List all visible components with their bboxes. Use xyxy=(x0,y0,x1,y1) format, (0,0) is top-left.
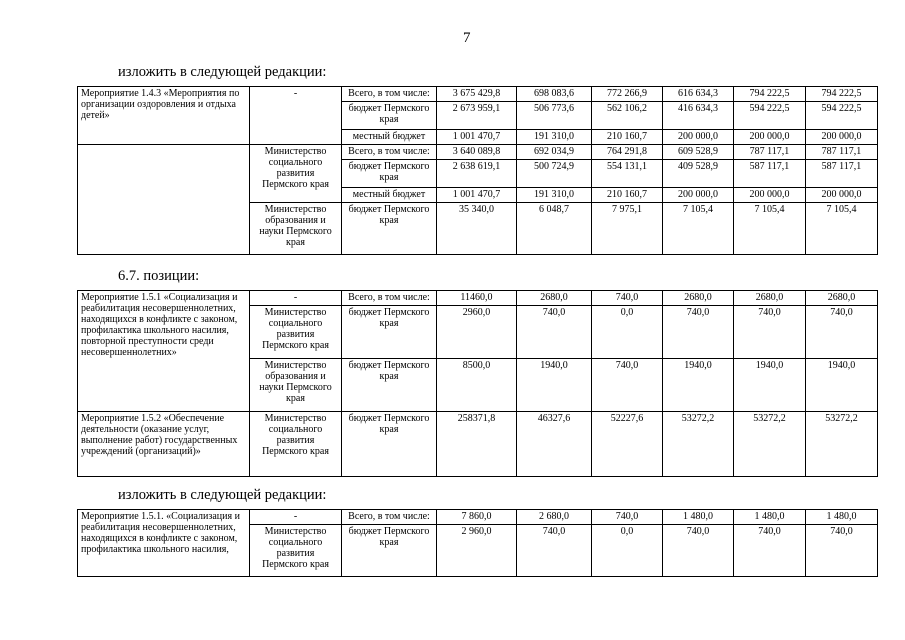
value-cell: 1940,0 xyxy=(806,359,878,412)
value-cell: 210 160,7 xyxy=(592,130,663,145)
heading-new-edition-1: изложить в следующей редакции: xyxy=(118,64,327,80)
value-cell: 740,0 xyxy=(592,359,663,412)
executor-dash: - xyxy=(250,291,342,306)
value-cell: 2 673 959,1 xyxy=(437,102,517,130)
event-name: Мероприятие 1.5.2 «Обеспечение деятельности (оказание услуг, выполнение работ) государственных учреждений (организаций)» xyxy=(78,412,250,477)
event-name: Мероприятие 1.4.3 «Мероприятия по организации оздоровления и отдыха детей» xyxy=(78,87,250,145)
value-cell: 562 106,2 xyxy=(592,102,663,130)
value-cell: 692 034,9 xyxy=(517,145,592,160)
value-cell: 740,0 xyxy=(517,525,592,577)
value-cell: 609 528,9 xyxy=(663,145,734,160)
row-label: бюджет Пермского края xyxy=(342,412,437,477)
value-cell: 200 000,0 xyxy=(663,188,734,203)
event-name-empty xyxy=(78,145,250,255)
value-cell: 794 222,5 xyxy=(806,87,878,102)
ministry-name: Министерство социального развития Пермского края xyxy=(250,412,342,477)
value-cell: 1 480,0 xyxy=(806,510,878,525)
value-cell: 594 222,5 xyxy=(806,102,878,130)
value-cell: 416 634,3 xyxy=(663,102,734,130)
table-1-5 xyxy=(77,290,878,477)
ministry-name: Министерство социального развития Пермского края xyxy=(250,525,342,577)
value-cell: 587 117,1 xyxy=(734,160,806,188)
value-cell: 1 480,0 xyxy=(734,510,806,525)
row-label: Всего, в том числе: xyxy=(342,87,437,102)
value-cell: 191 310,0 xyxy=(517,188,592,203)
value-cell: 200 000,0 xyxy=(734,130,806,145)
value-cell: 0,0 xyxy=(592,525,663,577)
value-cell: 11460,0 xyxy=(437,291,517,306)
value-cell: 7 105,4 xyxy=(734,203,806,255)
table-1-5-1-new xyxy=(77,509,878,577)
value-cell: 7 105,4 xyxy=(806,203,878,255)
value-cell: 7 860,0 xyxy=(437,510,517,525)
row-label: бюджет Пермского края xyxy=(342,359,437,412)
value-cell: 200 000,0 xyxy=(734,188,806,203)
row-label: местный бюджет xyxy=(342,130,437,145)
ministry-name: Министерство образования и науки Пермского края xyxy=(250,359,342,412)
value-cell: 53272,2 xyxy=(806,412,878,477)
value-cell: 2680,0 xyxy=(734,291,806,306)
value-cell: 787 117,1 xyxy=(734,145,806,160)
value-cell: 35 340,0 xyxy=(437,203,517,255)
heading-new-edition-2: изложить в следующей редакции: xyxy=(118,487,327,503)
value-cell: 3 675 429,8 xyxy=(437,87,517,102)
value-cell: 1940,0 xyxy=(734,359,806,412)
value-cell: 740,0 xyxy=(663,525,734,577)
event-name: Мероприятие 1.5.1 «Социализация и реабилитация несовершеннолетних, находящихся в конфликте с законом, профилактика школьного насилия, повторной преступности среди несовершеннолетних» xyxy=(78,291,250,412)
value-cell: 740,0 xyxy=(734,525,806,577)
value-cell: 53272,2 xyxy=(734,412,806,477)
event-name: Мероприятие 1.5.1. «Социализация и реабилитация несовершеннолетних, находящихся в конфликте с законом, профилактика школьного насилия, xyxy=(78,510,250,577)
table-1-4-3 xyxy=(77,86,878,255)
value-cell: 2680,0 xyxy=(806,291,878,306)
value-cell: 1940,0 xyxy=(517,359,592,412)
row-label: бюджет Пермского края xyxy=(342,306,437,359)
value-cell: 3 640 089,8 xyxy=(437,145,517,160)
value-cell: 46327,6 xyxy=(517,412,592,477)
value-cell: 2 960,0 xyxy=(437,525,517,577)
value-cell: 2 638 619,1 xyxy=(437,160,517,188)
executor-dash: - xyxy=(250,510,342,525)
ministry-name: Министерство образования и науки Пермского края xyxy=(250,203,342,255)
value-cell: 772 266,9 xyxy=(592,87,663,102)
value-cell: 1 480,0 xyxy=(663,510,734,525)
value-cell: 409 528,9 xyxy=(663,160,734,188)
ministry-name: Министерство социального развития Пермского края xyxy=(250,306,342,359)
page-number: 7 xyxy=(463,30,471,46)
value-cell: 594 222,5 xyxy=(734,102,806,130)
value-cell: 2680,0 xyxy=(517,291,592,306)
value-cell: 506 773,6 xyxy=(517,102,592,130)
value-cell: 740,0 xyxy=(806,306,878,359)
value-cell: 554 131,1 xyxy=(592,160,663,188)
row-label: бюджет Пермского края xyxy=(342,160,437,188)
row-label: Всего, в том числе: xyxy=(342,145,437,160)
value-cell: 7 105,4 xyxy=(663,203,734,255)
value-cell: 500 724,9 xyxy=(517,160,592,188)
value-cell: 200 000,0 xyxy=(806,130,878,145)
value-cell: 210 160,7 xyxy=(592,188,663,203)
value-cell: 2680,0 xyxy=(663,291,734,306)
value-cell: 258371,8 xyxy=(437,412,517,477)
value-cell: 6 048,7 xyxy=(517,203,592,255)
value-cell: 8500,0 xyxy=(437,359,517,412)
value-cell: 787 117,1 xyxy=(806,145,878,160)
value-cell: 1 001 470,7 xyxy=(437,130,517,145)
value-cell: 200 000,0 xyxy=(806,188,878,203)
value-cell: 698 083,6 xyxy=(517,87,592,102)
value-cell: 2 680,0 xyxy=(517,510,592,525)
value-cell: 191 310,0 xyxy=(517,130,592,145)
value-cell: 740,0 xyxy=(734,306,806,359)
value-cell: 740,0 xyxy=(592,510,663,525)
heading-positions: 6.7. позиции: xyxy=(118,268,200,284)
value-cell: 52227,6 xyxy=(592,412,663,477)
value-cell: 53272,2 xyxy=(663,412,734,477)
row-label: местный бюджет xyxy=(342,188,437,203)
value-cell: 740,0 xyxy=(663,306,734,359)
value-cell: 764 291,8 xyxy=(592,145,663,160)
value-cell: 616 634,3 xyxy=(663,87,734,102)
row-label: бюджет Пермского края xyxy=(342,203,437,255)
value-cell: 0,0 xyxy=(592,306,663,359)
value-cell: 2960,0 xyxy=(437,306,517,359)
value-cell: 1940,0 xyxy=(663,359,734,412)
value-cell: 7 975,1 xyxy=(592,203,663,255)
value-cell: 740,0 xyxy=(517,306,592,359)
executor-dash: - xyxy=(250,87,342,145)
value-cell: 740,0 xyxy=(806,525,878,577)
value-cell: 200 000,0 xyxy=(663,130,734,145)
ministry-name: Министерство социального развития Пермского края xyxy=(250,145,342,203)
row-label: Всего, в том числе: xyxy=(342,510,437,525)
value-cell: 740,0 xyxy=(592,291,663,306)
row-label: Всего, в том числе: xyxy=(342,291,437,306)
value-cell: 1 001 470,7 xyxy=(437,188,517,203)
row-label: бюджет Пермского края xyxy=(342,102,437,130)
value-cell: 794 222,5 xyxy=(734,87,806,102)
row-label: бюджет Пермского края xyxy=(342,525,437,577)
value-cell: 587 117,1 xyxy=(806,160,878,188)
